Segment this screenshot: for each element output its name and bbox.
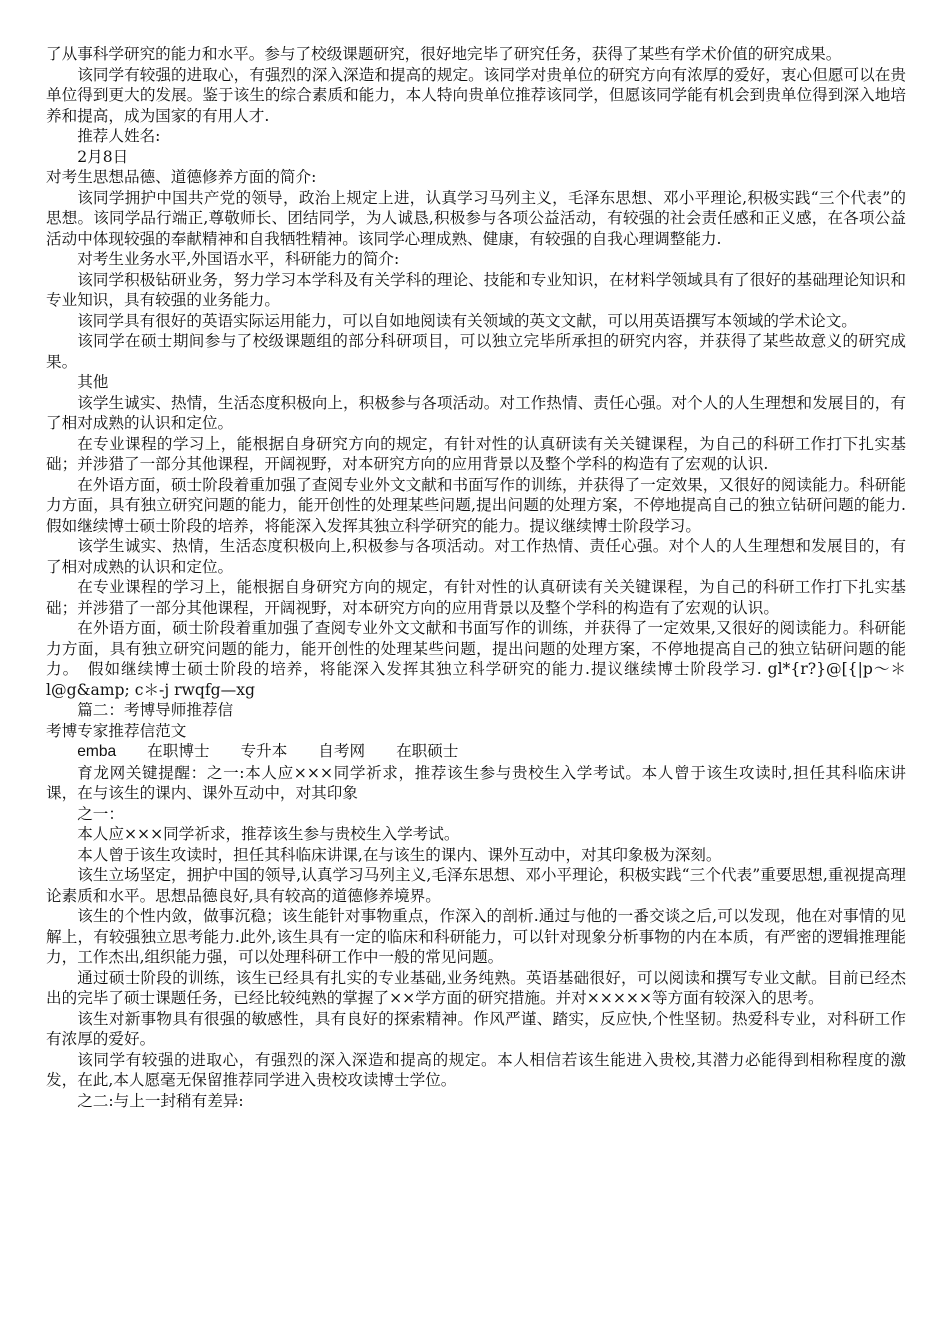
sample-letter-title: 考博专家推荐信范文 <box>46 721 187 740</box>
paragraph-motivation: 该同学有较强的进取心，有强烈的深入深造和提高的规定。该同学对贵单位的研究方向有浓厚的爱好，衷心但愿可以在贵单位得到更大的发展。鉴于该生的综合素质和能力，本人特向贵单位推荐该同学，但愿该同学能有机会到贵单位得到深入地培养和提高，成为国家的有用人才. <box>46 65 906 125</box>
paragraph-character-repeat: 该学生诚实、热情，生活态度积极向上,积极参与各项活动。对工作热情、责任心强。对个人的人生理想和发展目的，有了相对成熟的认识和定位。 <box>46 537 906 576</box>
paragraph-research-outcome: 了从事科学研究的能力和水平。参与了校级课题研究，很好地完毕了研究任务，获得了某些有学术价值的研究成果。 <box>46 45 842 63</box>
section-heading-other: 其他 <box>77 373 109 391</box>
link-upgrade[interactable]: 专升本 <box>240 742 288 760</box>
sample-1-personality: 该生的个性内敛，做事沉稳；该生能针对事物重点，作深入的剖析.通过与他的一番交谈之后,可以发现，他在对事情的见解上，有较强独立思考能力.此外,该生具有一定的临床和科研能力，可以针对现象分析事物的内在本质，有严密的逻辑推理能力，工作杰出,组织能力强，可以处理科研工作中一般的常见问题。 <box>46 907 906 966</box>
paragraph-morality: 该同学拥护中国共产党的领导，政治上规定上进，认真学习马列主义，毛泽东思想、邓小平理论,积极实践“三个代表”的思想。该同学品行端正,尊敬师长、团结同学，为人诚恳,积极参与各项公益活动，有较强的社会责任感和正义感，在各项公益活动中体现较强的奉献精神和自我牺牲精神。该同学心理成熟、健康，有较强的自我心理调整能力. <box>46 188 906 248</box>
related-links <box>46 741 906 763</box>
sample-1-heading: 之一： <box>77 804 124 823</box>
key-reminder: 育龙网关键提醒：之一:本人应×××同学祈求，推荐该生参与贵校生入学考试。本人曾于该生攻读时,担任其科临床讲课，在与该生的课内、课外互动中，对其印象 <box>46 763 906 802</box>
paragraph-english: 该同学具有很好的英语实际运用能力，可以自如地阅读有关领域的英文文献，可以用英语撰写本领域的学术论文。 <box>77 311 857 330</box>
link-self-exam[interactable]: 自考网 <box>318 742 366 760</box>
paragraph-professional: 该同学积极钻研业务，努力学习本学科及有关学科的理论、技能和专业知识，在材料学领域具有了很好的基础理论知识和专业知识，具有较强的业务能力。 <box>46 270 906 309</box>
sample-1-request: 本人应×××同学祈求，推荐该生参与贵校生入学考试。 <box>77 825 460 843</box>
chapter-heading-2: 篇二：考博导师推荐信 <box>77 701 234 719</box>
sample-1-curiosity: 该生对新事物具有很强的敏感性，具有良好的探索精神。作风严谨、踏实，反应快,个性坚韧。热爱科专业，对科研工作有浓厚的爱好。 <box>46 1009 906 1048</box>
paragraph-foreign-language-repeat: 在外语方面，硕士阶段着重加强了查阅专业外文文献和书面写作的训练，并获得了一定效果,又很好的阅读能力。科研能力方面，具有独立研究问题的能力，能开创性的处理某些问题，提出问题的处理方案，不停地提高自己的独立钻研问题的能力。 假如继续博士硕士阶段的培养，将能深入发挥其独立科学研究的能力.提议继续博士阶段学习. gl*{r?}@[{|p～＊l@g&amp; c＊-j rwqfg—xg <box>46 619 906 699</box>
link-in-service-phd[interactable]: 在职博士 <box>147 742 210 760</box>
sample-1-political: 该生立场坚定，拥护中国的领导,认真学习马列主义,毛泽东思想、邓小平理论，积极实践“三个代表”重要思想,重视提高理论素质和水平。思想品德良好,具有较高的道德修养境界。 <box>46 866 906 905</box>
paragraph-foreign-language: 在外语方面，硕士阶段着重加强了查阅专业外文文献和书面写作的训练，并获得了一定效果，又很好的阅读能力。科研能力方面，具有独立研究问题的能力，能开创性的处理某些问题,提出问题的处理方案，不停地提高自己的独立钻研问题的能力. 假如继续博士硕士阶段的培养，将能深入发挥其独立科学研究的能力。提议继续博士阶段学习。 <box>46 475 906 535</box>
recommender-name-label: 推荐人姓名: <box>77 127 161 145</box>
link-emba[interactable]: emba <box>77 743 117 760</box>
sample-1-impression: 本人曾于该生攻读时，担任其科临床讲课,在与该生的课内、课外互动中，对其印象极为深刻。 <box>77 845 722 864</box>
sample-1-conclusion: 该同学有较强的进取心，有强烈的深入深造和提高的规定。本人相信若该生能进入贵校,其潜力必能得到相称程度的激发，在此,本人愿毫无保留推荐同学进入贵校攻读博士学位。 <box>46 1050 906 1089</box>
section-heading-morality: 对考生思想品德、道德修养方面的简介: <box>46 168 317 186</box>
link-in-service-master[interactable]: 在职硕士 <box>396 742 459 760</box>
letter-date: 2月8日 <box>77 147 129 166</box>
paragraph-courses: 在专业课程的学习上，能根据自身研究方向的规定，有针对性的认真研读有关关键课程，为自己的科研工作打下扎实基础；并涉猎了一部分其他课程，开阔视野，对本研究方向的应用背景以及整个学科的构造有了宏观的认识. <box>46 434 906 473</box>
paragraph-courses-repeat: 在专业课程的学习上，能根据自身研究方向的规定，有针对性的认真研读有关关键课程，为自己的科研工作打下扎实基础；并涉猎了一部分其他课程，开阔视野，对本研究方向的应用背景以及整个学科的构造有了宏观的认识。 <box>46 578 906 617</box>
paragraph-research: 该同学在硕士期间参与了校级课题组的部分科研项目，可以独立完毕所承担的研究内容，并获得了某些故意义的研究成果。 <box>46 332 906 371</box>
paragraph-character: 该学生诚实、热情，生活态度积极向上，积极参与各项活动。对工作热情、责任心强。对个人的人生理想和发展目的，有了相对成熟的认识和定位。 <box>46 393 906 432</box>
sample-1-training: 通过硕士阶段的训练，该生已经具有扎实的专业基础,业务纯熟。英语基础很好，可以阅读和撰写专业文献。目前已经杰出的完毕了硕士课题任务，已经比较纯熟的掌握了××学方面的研究措施。并对×××××等方面有较深入的思考。 <box>46 968 906 1007</box>
section-heading-ability: 对考生业务水平,外国语水平，科研能力的简介: <box>77 250 400 268</box>
sample-2-heading: 之二:与上一封稍有差异: <box>77 1091 244 1110</box>
